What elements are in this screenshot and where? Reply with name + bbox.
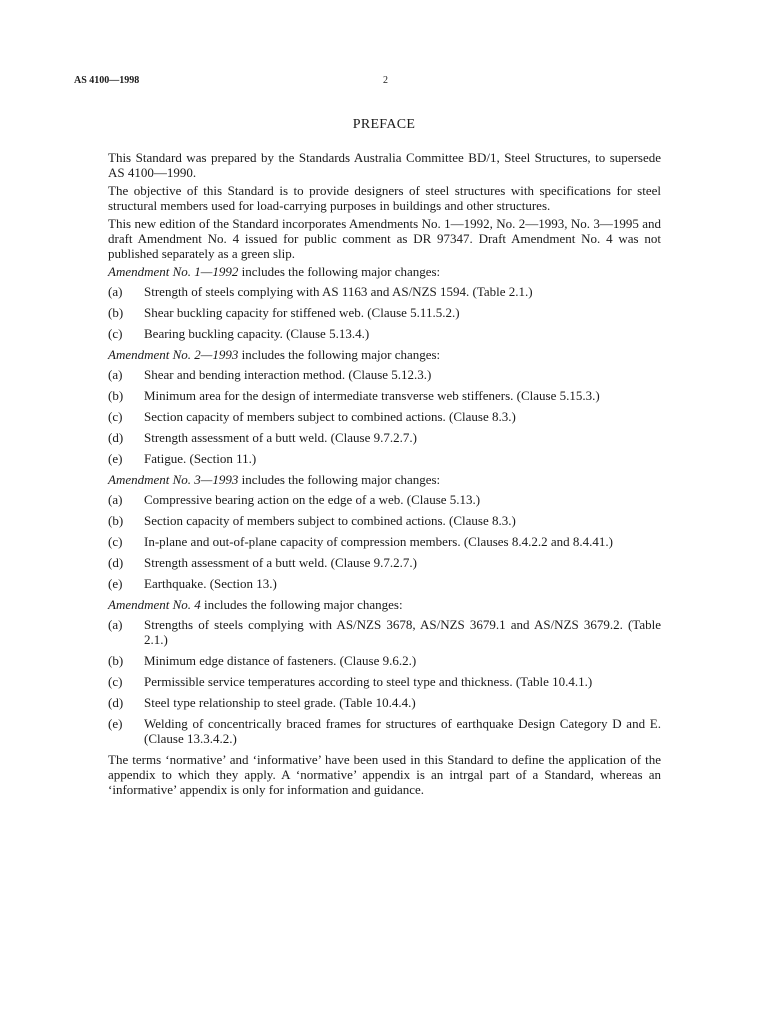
intro-paragraph: This Standard was prepared by the Standards Australia Committee BD/1, Steel Structures, to supersede AS 4100—1990.	[108, 150, 661, 180]
list-item	[108, 388, 661, 403]
item-text: Shear and bending interaction method. (Clause 5.12.3.)	[144, 367, 432, 382]
item-text: Strengths of steels complying with AS/NZS 3678, AS/NZS 3679.1 and AS/NZS 3679.2. (Table 2.1.)	[144, 617, 661, 647]
amendment-name: Amendment No. 3—1993	[108, 472, 239, 487]
item-text: Compressive bearing action on the edge of a web. (Clause 5.13.)	[144, 492, 481, 507]
item-letter: (b)	[108, 388, 124, 403]
item-text: Section capacity of members subject to combined actions. (Clause 8.3.)	[144, 409, 516, 424]
item-letter: (e)	[108, 576, 123, 591]
amendment-section	[108, 264, 661, 341]
item-text: Strength assessment of a butt weld. (Clause 9.7.2.7.)	[144, 555, 417, 570]
list-item	[108, 513, 661, 528]
item-text: Minimum area for the design of intermediate transverse web stiffeners. (Clause 5.15.3.)	[144, 388, 600, 403]
list-item	[108, 305, 661, 320]
item-letter: (e)	[108, 451, 123, 466]
list-item	[108, 326, 661, 341]
list-item	[108, 555, 661, 570]
item-letter: (c)	[108, 674, 123, 689]
list-item	[108, 409, 661, 424]
document-id: AS 4100—1998	[74, 75, 140, 86]
item-text: Shear buckling capacity for stiffened web. (Clause 5.11.5.2.)	[144, 305, 460, 320]
list-item	[108, 617, 661, 647]
amendment-section	[108, 597, 661, 746]
item-letter: (a)	[108, 492, 123, 507]
item-letter: (e)	[108, 716, 123, 731]
page-title: PREFACE	[352, 117, 416, 132]
item-text: Earthquake. (Section 13.)	[144, 576, 277, 591]
item-text: Bearing buckling capacity. (Clause 5.13.4.)	[144, 326, 370, 341]
list-item	[108, 430, 661, 445]
list-item	[108, 284, 661, 299]
item-letter: (b)	[108, 305, 124, 320]
item-letter: (c)	[108, 326, 123, 341]
amendment-name: Amendment No. 1—1992	[108, 264, 239, 279]
preface-body	[108, 150, 661, 800]
item-letter: (a)	[108, 617, 123, 632]
list-item	[108, 716, 661, 746]
item-text: Fatigue. (Section 11.)	[144, 451, 257, 466]
list-item	[108, 451, 661, 466]
amendment-heading: Amendment No. 3—1993 includes the following major changes:	[108, 472, 441, 487]
list-item	[108, 674, 661, 689]
item-text: Welding of concentrically braced frames for structures of earthquake Design Category D and E. (Clause 13.3.4.2.)	[144, 716, 661, 746]
list-item	[108, 492, 661, 507]
amendment-section	[108, 347, 661, 466]
item-text: Section capacity of members subject to combined actions. (Clause 8.3.)	[144, 513, 516, 528]
amendment-name: Amendment No. 2—1993	[108, 347, 239, 362]
intro-paragraph: The objective of this Standard is to provide designers of steel structures with specifications for steel structural members used for load-carrying purposes in buildings and other structures.	[108, 183, 661, 213]
page-header	[74, 75, 694, 89]
item-letter: (b)	[108, 653, 124, 668]
intro-paragraph: This new edition of the Standard incorporates Amendments No. 1—1992, No. 2—1993, No. 3—1995 and draft Amendment No. 4 issued for public comment as DR 97347. Draft Amendment No. 4 was not published separately as a green slip.	[108, 216, 661, 261]
item-text: Minimum edge distance of fasteners. (Clause 9.6.2.)	[144, 653, 417, 668]
list-item	[108, 695, 661, 710]
item-text: Strength of steels complying with AS 1163 and AS/NZS 1594. (Table 2.1.)	[144, 284, 533, 299]
item-text: Permissible service temperatures according to steel type and thickness. (Table 10.4.1.)	[144, 674, 593, 689]
item-letter: (b)	[108, 513, 124, 528]
list-item	[108, 653, 661, 668]
list-item	[108, 534, 661, 549]
item-letter: (c)	[108, 534, 123, 549]
item-text: Steel type relationship to steel grade. (Table 10.4.4.)	[144, 695, 416, 710]
closing-paragraph: The terms ‘normative’ and ‘informative’ have been used in this Standard to define the application of the appendix to which they apply. A ‘normative’ appendix is an intrgal part of a Standard, whereas an ‘informative’ appendix is only for information and guidance.	[108, 752, 661, 797]
page-number: 2	[383, 75, 388, 86]
item-letter: (d)	[108, 430, 124, 445]
amendment-name: Amendment No. 4	[108, 597, 201, 612]
amendment-heading: Amendment No. 1—1992 includes the following major changes:	[108, 264, 441, 279]
item-letter: (c)	[108, 409, 123, 424]
item-letter: (a)	[108, 284, 123, 299]
amendment-heading: Amendment No. 2—1993 includes the following major changes:	[108, 347, 441, 362]
list-item	[108, 367, 661, 382]
item-letter: (a)	[108, 367, 123, 382]
item-text: Strength assessment of a butt weld. (Clause 9.7.2.7.)	[144, 430, 417, 445]
list-item	[108, 576, 661, 591]
item-letter: (d)	[108, 695, 124, 710]
item-text: In-plane and out-of-plane capacity of compression members. (Clauses 8.4.2.2 and 8.4.41.)	[144, 534, 613, 549]
amendment-heading: Amendment No. 4 includes the following major changes:	[108, 597, 403, 612]
amendment-section	[108, 472, 661, 591]
item-letter: (d)	[108, 555, 124, 570]
